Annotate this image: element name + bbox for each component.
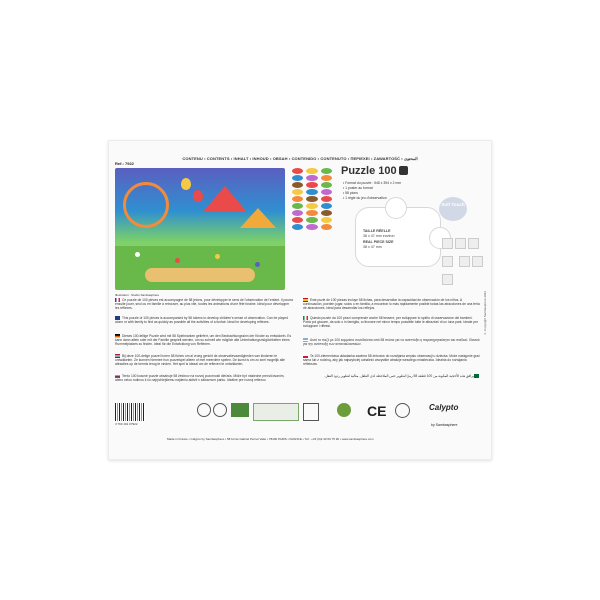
puzzle-box-back — [108, 140, 492, 460]
figure — [255, 262, 260, 267]
description-sk — [115, 374, 293, 382]
ferris-wheel — [123, 182, 169, 228]
figure — [215, 254, 220, 259]
description-gr — [303, 338, 481, 346]
description-text: Ce puzzle de 100 pièces est accompagné de 58 jetons, pour développer le sens de l'observation de l'enfant. Il pourra ensuite jouer, seul ou en famille à retrouver, au plus vite, toutes les animations d'une fête foraine. Idéal pour développer les réflexes. — [115, 298, 293, 310]
token — [292, 182, 303, 188]
token — [292, 203, 303, 209]
token-sample — [442, 256, 453, 267]
recycle-icon — [213, 403, 227, 417]
token-sample — [442, 238, 453, 249]
token-sample — [442, 274, 453, 285]
sorting-info-icon — [253, 403, 299, 421]
token — [321, 175, 332, 181]
feature-line: • Format du puzzle : 548 x 394 x 2 mm — [343, 181, 402, 185]
token — [321, 203, 332, 209]
barcode — [115, 403, 145, 421]
token — [306, 189, 317, 195]
funfair-illustration — [115, 168, 285, 290]
token — [306, 210, 317, 216]
token-samples — [441, 237, 485, 291]
description-text: يرافق هذه الأحجية المكونة من 100 قطعة 58 رمزًا لتطوير حس الملاحظة لدى الطفل. مثالية لتطوير ردود الفعل. — [324, 374, 474, 378]
feature-line: • 1 poster au format — [343, 186, 373, 190]
token — [321, 217, 332, 223]
recycling-mark-icon — [395, 403, 410, 418]
fsc-logo-icon — [303, 403, 319, 421]
token — [321, 224, 332, 230]
soft-touch-badge: Soft Touch — [439, 197, 467, 221]
copyright-side-text: © Copyright Sambasphere 2022 — [483, 291, 487, 336]
description-text: Tento 100 kusové puzzle obsahuje 58 žetónov na rozvoj pozornosti dieťaťa. Môže byť následne precvičovaním, alebo celou rodinou k čo najrýchlejšiemu nájdeniu aktivít v zábavnom parku. Ideálne pre rozvoj reflexov. — [115, 374, 285, 382]
puzzle-title: Puzzle 100 — [341, 165, 397, 177]
contents-header: CONTENU • CONTENTS • INHALT • INHOUD • OBSAH • CONTENIDO • CONTENUTO • ΠΕΡΙΕΧΕΙ • ZAWARTOŚĆ • المحتوى — [182, 156, 418, 161]
feature-line: • 1 règle du jeu d'observation — [343, 196, 387, 200]
description-pl — [303, 354, 481, 366]
token — [306, 224, 317, 230]
token-grid — [291, 168, 333, 290]
token — [292, 224, 303, 230]
description-fr — [115, 298, 293, 310]
description-text: Bij deze 100-delige puzzel horen 58 fiches om al vroeg gericht de observatievaardigheden van kinderen te ontwikkelen. Ze kunnen hiermee hun puzzelspel alleen of met meerdere spelen. De kunst is om zo snel mogelijk alle attracties op de kermis terug te vinden. Het spel is ideaal om de reflexen te ontwikkelen. — [115, 354, 285, 366]
made-in-france-line: Made in France • Calypto by Sambasphere • 58 bd de Gabriel Pernel Valet • 78400 PARIS • FRANCE • Tél : +33 (0)2 40 69 75 90 • www.sambasphere.com — [167, 437, 374, 441]
token — [306, 196, 317, 202]
puzzle-piece-icon — [399, 166, 408, 175]
token — [321, 210, 332, 216]
footer-logos — [109, 403, 491, 429]
token-sample — [472, 256, 483, 267]
token — [306, 182, 317, 188]
description-text: This puzzle of 100 pieces is accompanied by 58 tokens to develop children's sense of observation. Can be played alone or with family to find as quickly as possible all the activities of a funfair. Ideal for developing reflexes. — [115, 316, 288, 324]
piece-size-value-en: 38 x 47 mm — [363, 245, 382, 249]
description-de — [115, 334, 293, 346]
feature-line: • 58 pions — [343, 191, 358, 195]
piece-size-label: TAILLE RÉELLE — [363, 229, 391, 233]
fair-path — [145, 268, 255, 282]
description-text: Ta 100-elementowa układanka zawiera 58 żetonów do rozwijania zmysłu obserwacji u dziecka. Może następnie grać sama lub z rodziną, aby jak najszybciej odnaleźć wszystkie atrakcje wesołego miasteczka. Idealna do rozwijania refleksów. — [303, 354, 480, 366]
token — [292, 210, 303, 216]
small-tent — [240, 208, 276, 228]
flag-sa-icon — [474, 374, 479, 378]
token — [321, 168, 332, 174]
token — [292, 189, 303, 195]
sambasphere-by: by Sambasphere — [431, 423, 458, 427]
token — [292, 168, 303, 174]
triman-icon — [231, 403, 249, 417]
description-es — [303, 298, 481, 310]
description-ar — [303, 374, 481, 378]
description-en — [115, 316, 293, 324]
piece-knob — [385, 197, 407, 219]
token — [306, 168, 317, 174]
description-text: Dieses 100-teilige Puzzle wird mit 58 Spielmarken geliefert, um den Beobachtungssinn der Kinder zu entwickeln. Es kann dann allein oder mit der Familie gespielt werden, um so schnell wie möglich alle Unterhaltungsmöglichkeiten eines Rummelplatzes zu finden. Ideal für die Entwicklung von Reflexen. — [115, 334, 292, 346]
figure — [135, 252, 140, 257]
age-warning-icon — [197, 403, 211, 417]
figure — [175, 258, 180, 263]
calypto-logo: Calypto — [429, 403, 459, 412]
piece-size-label-en: REAL PIECE SIZE — [363, 240, 394, 244]
token — [321, 196, 332, 202]
token — [306, 203, 317, 209]
description-text: Αυτό το παζλ με 100 κομμάτια συνοδεύεται από 58 πιόνια για να αναπτύξει η παρατηρητικότητα του παιδιού. Ιδανικό για την ανάπτυξη των αντανακλαστικών. — [303, 338, 480, 346]
description-nl — [115, 354, 293, 366]
green-dot-icon — [337, 403, 351, 417]
token — [306, 175, 317, 181]
description-it — [303, 316, 481, 328]
ce-mark: CE — [367, 403, 387, 419]
token-sample — [459, 256, 470, 267]
illustration-credit: Illustration : Studio Sambasphere — [115, 293, 160, 297]
description-text: Este puzle de 100 piezas incluye 58 fichas, para desarrollar la capacidad de observación de los niños. A continuación, pueden jugar, solos o en familia, a encontrar lo más rápidamente posible todas las atracciones de una feria de atracciones. Ideal para desarrollar los reflejos. — [303, 298, 480, 310]
token — [292, 196, 303, 202]
token — [292, 217, 303, 223]
token-sample — [468, 238, 479, 249]
balloon — [181, 178, 191, 190]
reference-number: Ref.: 7922 — [115, 161, 134, 166]
barcode-number: 3 760 191 07922 — [115, 422, 138, 426]
piece-size-value: 38 x 47 mm environ — [363, 234, 395, 238]
token-sample — [455, 238, 466, 249]
token — [321, 189, 332, 195]
balloon — [193, 190, 203, 202]
description-text: Questo puzzle da 100 pezzi comprende anche 58 tessere, per sviluppare lo spirito di osservazione dei bambini. Potrà poi giocare, da solo o in famiglia, a ritrovare nel minor tempo possibile tutte le attrazioni di un luna park. Ideale per sviluppare i riflessi. — [303, 316, 479, 328]
token — [292, 175, 303, 181]
token — [321, 182, 332, 188]
token — [306, 217, 317, 223]
